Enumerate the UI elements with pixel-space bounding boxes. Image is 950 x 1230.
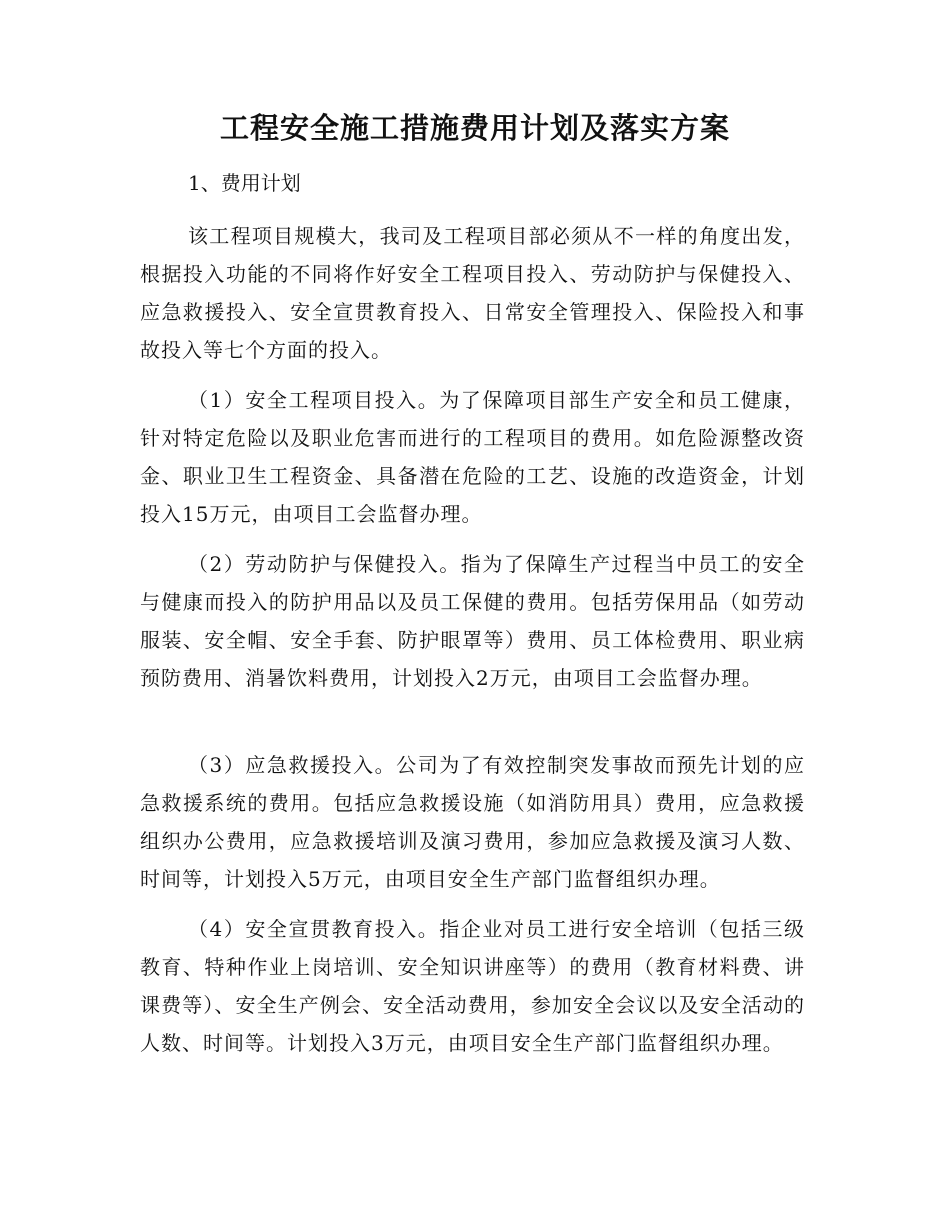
- document-title: 工程安全施工措施费用计划及落实方案: [219, 111, 730, 145]
- paragraph-labor-protection: （2）劳动防护与保健投入。指为了保障生产过程当中员工的安全与健康而投入的防护用品以及员工保健的费用。包括劳保用品（如劳动服装、安全帽、安全手套、防护眼罩等）费用、员工体检费用、职业病预防费用、消暑饮料费用，计划投入2万元，由项目工会监督办理。: [140, 552, 805, 690]
- paragraph-safety-education: （4）安全宣贯教育投入。指企业对员工进行安全培训（包括三级教育、特种作业上岗培训、安全知识讲座等）的费用（教育材料费、讲课费等）、安全生产例会、安全活动费用，参加安全会议以及安全活动的人数、时间等。计划投入3万元，由项目安全生产部门监督组织办理。: [140, 917, 805, 1055]
- paragraph-emergency-rescue: （3）应急救援投入。公司为了有效控制突发事故而预先计划的应急救援系统的费用。包括应急救援设施（如消防用具）费用，应急救援组织办公费用，应急救援培训及演习费用，参加应急救援及演习人数、时间等，计划投入5万元，由项目安全生产部门监督组织办理。: [140, 753, 805, 891]
- paragraph-safety-engineering: （1）安全工程项目投入。为了保障项目部生产安全和员工健康，针对特定危险以及职业危害而进行的工程项目的费用。如危险源整改资金、职业卫生工程资金、具备潜在危险的工艺、设施的改造资金，计划投入15万元，由项目工会监督办理。: [140, 388, 805, 526]
- paragraph-intro: 该工程项目规模大，我司及工程项目部必须从不一样的角度出发，根据投入功能的不同将作好安全工程项目投入、劳动防护与保健投入、应急救援投入、安全宣贯教育投入、日常安全管理投入、保险投入和事故投入等七个方面的投入。: [140, 224, 805, 362]
- section-heading: 1、费用计划: [188, 171, 301, 195]
